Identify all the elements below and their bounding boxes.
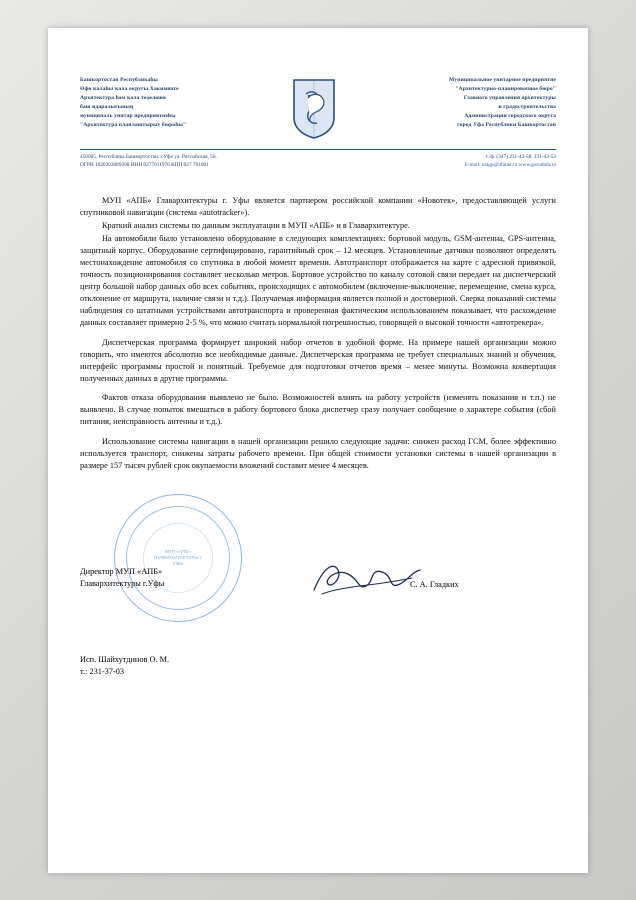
- letterhead-russian-line-3: Главного управления архитектуры: [463, 95, 556, 102]
- paragraph-5: Фактов отказа оборудования выявлено не было. Возможностей влиять на работу устройств (изменять показания и т.п.) не выявлено. В случае попыток вмешаться в работу бортового блока диспетчер сразу получает сообщение о характере события (сбой питания, неисправность антенны и т.д.).: [80, 393, 556, 427]
- paragraph-3: На автомобили было установлено оборудование в следующих комплектациях: бортовой модуль, GSM-антенна, GPS-антенна, защитный корпус. Оборудование сертифицировано, гарантийный срок – 12 месяцев. Установленные датчики позволяют определять местонахождение автомобиля со спутника в любой момент времени. Автотранспорт отображается на карте с адресной привязкой, точность позиционирования составляет несколько метров. Бортовое устройство по каналу сотовой связи передает на диспетчерский центр большой набор данных обо всех событиях, происходящих с автомобилем (включение-выключение, перемещение, смена курса, отклонение от маршрута, наличие связи и т.д.). Получаемая информация является полной и достоверной. Сверка показаний системы наблюдения со штатными устройствами автотранспорта и проверенная фактическим использованием показывает, что расхождение данных составляет примерно 2-5 %, что можно считать нормальной погрешностью, говорящей о высокой точности «автотрекера».: [80, 234, 556, 327]
- letterhead-contact-block: [356, 153, 556, 169]
- official-stamp-icon: [114, 494, 242, 622]
- letterhead-bashkir-block: [80, 76, 268, 130]
- paragraph-1: МУП «АПБ» Главархитектуры г. Уфы является партнером российской компании «Новотек», предоставляющей услуги спутниковой навигации (система «autotracker»).: [80, 196, 556, 218]
- signer-title-line-1: Директор МУП «АПБ»: [80, 567, 163, 577]
- executor-phone: т.: 231-37-03: [80, 667, 125, 677]
- signer-name: С. А. Гладких: [410, 580, 459, 590]
- letterhead-russian-line-4: и градостроительства: [498, 104, 556, 111]
- executor-note: [80, 654, 556, 678]
- letterhead-divider: [80, 149, 556, 150]
- document-page: [48, 28, 588, 873]
- letterhead-bashkir-line-6: "Архитектура планлаштырыу бюроһы": [80, 122, 187, 129]
- signer-title-line-2: Главархитектуры г.Уфы: [80, 579, 165, 589]
- letterhead-russian-line-5: Администрации городского округа: [464, 113, 556, 120]
- stamp-text: МУП «АПБ» ГЛАВАРХИТЕКТУРЫ г. УФЫ: [143, 523, 213, 593]
- letterhead-phone: т./ф. (347) 231-43-58, 231-43-52: [485, 154, 556, 160]
- letterhead-bashkir-line-5: муниципаль унитар предприятиеһы: [80, 113, 176, 120]
- letterhead-bashkir-line-2: Өфө ҡалаһы ҡала округы Хакимиәте: [80, 86, 179, 93]
- letterhead-bashkir-line-1: Башҡортостан Республикаһы: [80, 77, 159, 83]
- letterhead-contacts: [80, 153, 556, 169]
- paragraph-4: Диспетчерская программа формирует широкий набор отчетов в удобной форме. На примере нашей организации можно говорить, что имеются абсолютно все необходимые данные. Диспетчерская программа не требует специальных знаний и обучения, интерфейс программы простой и понятный. Требуемое для подготовки отчетов время – менее минуты. Возможна конвертация полученных данных в другие программы.: [80, 337, 556, 383]
- letterhead-address: 450005, Республика Башкортостан, г.Уфа ул. Российская, 50.: [80, 154, 217, 160]
- letterhead-russian-block: [360, 76, 556, 130]
- letterhead-registration-codes: ОГРН 1020203089398 ИНН 0277011976 КПП 027 701001: [80, 162, 209, 169]
- document-content: [80, 76, 556, 678]
- paragraph-6: Использование системы навигации в нашей организации решило следующие задачи: снижен расход ГСМ, более эффективно используется транспорт, снижены затраты рабочего времени. При общей стоимости установки системы в нашей организации в размере 157 тысяч рублей срок окупаемости вложений составит менее 4 месяцев.: [80, 437, 556, 471]
- ufa-coat-of-arms-icon: [285, 76, 343, 140]
- letterhead-email-website[interactable]: E-mail: uaigp@ufanet.ru www.gorodufa.ru: [464, 162, 556, 169]
- executor-name: Исп. Шайхутдинов О. М.: [80, 655, 170, 665]
- letterhead: [80, 76, 556, 140]
- signer-title: [80, 566, 164, 590]
- signature-scribble-icon: [308, 556, 428, 602]
- letterhead-russian-line-2: "Архитектурно-планировочное бюро": [455, 86, 556, 93]
- letterhead-russian-line-6: город Уфа Республики Башкортостан: [457, 122, 556, 129]
- signature-block: [80, 518, 556, 638]
- letterhead-bashkir-line-4: баш идаралығының: [80, 104, 134, 111]
- letter-body: [80, 195, 556, 472]
- letterhead-bashkir-line-3: Архитектура һәм ҡала төҙөлөшө: [80, 95, 166, 102]
- paragraph-2: Краткий анализ системы по данным эксплуатации в МУП «АПБ» и в Главархитектуре.: [102, 221, 410, 231]
- letterhead-address-block: [80, 153, 340, 169]
- letterhead-russian-line-1: Муниципальное унитарное предприятие: [449, 77, 556, 83]
